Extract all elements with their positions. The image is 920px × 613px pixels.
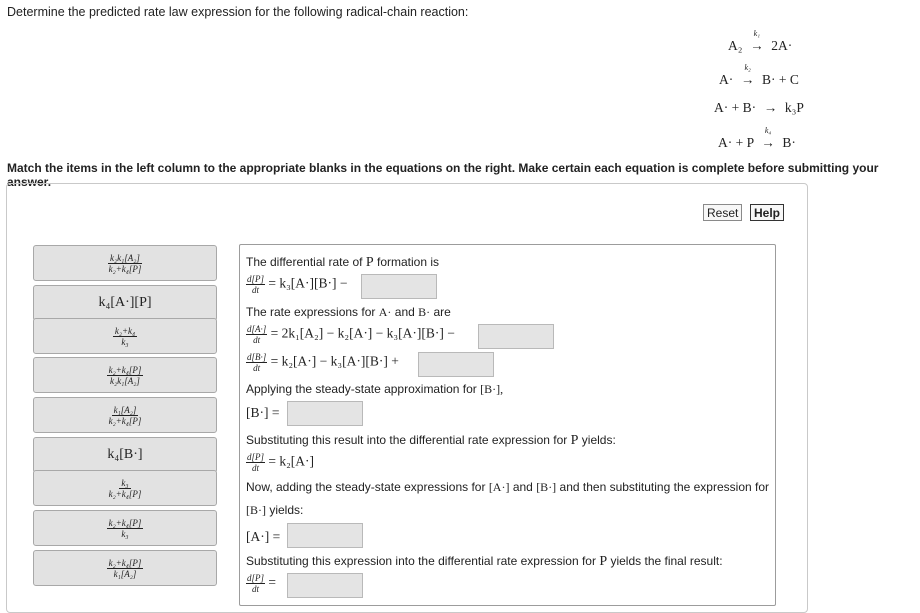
tile-5-num: k₁[A₂] bbox=[113, 404, 137, 415]
tile-5-den: k₂+k₄[P] bbox=[108, 415, 142, 426]
blank-6[interactable] bbox=[287, 573, 363, 598]
eq-7 bbox=[246, 573, 276, 594]
tile-3-num: k₂+k₄ bbox=[114, 325, 136, 336]
eq-2 bbox=[246, 324, 455, 345]
eq-line-5-s1: [A·] bbox=[488, 480, 510, 494]
tile-6[interactable] bbox=[33, 437, 217, 473]
reaction-2-rhs: B· + C bbox=[762, 72, 799, 87]
eq-line-1 bbox=[246, 255, 439, 271]
reaction-4-rhs: B· bbox=[782, 135, 796, 150]
tile-8-den: k₃ bbox=[121, 528, 129, 539]
eq-2-expr: = 2k₁[A₂] − k₂[A·] − k₃[A·][B·] − bbox=[270, 325, 455, 341]
eq-line-2-and: and bbox=[394, 305, 415, 319]
eq-line-6-post: yields: bbox=[269, 503, 304, 517]
eq-line-5-pre: Now, adding the steady-state expressions for bbox=[246, 480, 486, 494]
eq-3-den: dt bbox=[253, 363, 261, 373]
eq-line-6-sym: [B·] bbox=[246, 503, 266, 517]
eq-3 bbox=[246, 352, 399, 373]
eq-line-3-pre: Applying the steady-state approximation for bbox=[246, 382, 477, 396]
eq-2-den: dt bbox=[253, 335, 261, 345]
eq-line-7-post: yields the final result: bbox=[610, 554, 723, 568]
reaction-2: A· k₂ → B· + C bbox=[719, 63, 799, 87]
tile-7-den: k₂+k₄[P] bbox=[108, 488, 142, 499]
eq-line-7-pre: Substituting this expression into the differential rate expression for bbox=[246, 554, 596, 568]
reaction-4: A· + P k₄ → B· bbox=[718, 126, 796, 150]
eq-line-7 bbox=[246, 554, 723, 570]
reaction-1-k: k₁ bbox=[753, 29, 761, 38]
tile-4-num: k₂+k₄[P] bbox=[108, 364, 142, 375]
eq-7-num: d[P] bbox=[247, 573, 265, 583]
eq-1 bbox=[246, 274, 348, 295]
tile-3-den: k₃ bbox=[121, 336, 129, 347]
tile-2-text: k₄[A·][P] bbox=[98, 295, 152, 310]
eq-line-2 bbox=[246, 305, 451, 320]
eq-line-2-s2: B· bbox=[418, 305, 431, 319]
eq-line-2-s1: A· bbox=[378, 305, 392, 319]
reset-button[interactable]: Reset bbox=[703, 204, 742, 221]
tile-7[interactable] bbox=[33, 470, 217, 506]
blank-5[interactable] bbox=[287, 523, 363, 548]
tile-1[interactable] bbox=[33, 245, 217, 281]
eq-7-expr: = bbox=[268, 574, 276, 590]
blank-4[interactable] bbox=[287, 401, 363, 426]
eq-line-5-post: and then substituting the expression for bbox=[559, 480, 769, 494]
reaction-1-rhs: 2A· bbox=[771, 38, 793, 53]
eq-line-7-sym: P bbox=[599, 554, 608, 569]
tile-5[interactable] bbox=[33, 397, 217, 433]
tile-4-den: k₂k₁[A₂] bbox=[110, 375, 140, 386]
eq-line-2-pre: The rate expressions for bbox=[246, 305, 376, 319]
eq-5-expr: = k₂[A·] bbox=[268, 453, 315, 469]
eq-line-1-sym: P bbox=[365, 255, 374, 270]
eq-line-3 bbox=[246, 382, 503, 397]
tile-9-den: k₁[A₂] bbox=[113, 568, 137, 579]
question-text: Determine the predicted rate law expression for the following radical-chain reaction: bbox=[7, 5, 469, 19]
eq-line-2-post: are bbox=[433, 305, 451, 319]
reaction-1-lhs: A₂ bbox=[728, 38, 743, 53]
eq-4 bbox=[246, 405, 279, 421]
blank-2[interactable] bbox=[478, 324, 554, 349]
eq-line-4-post: yields: bbox=[581, 433, 616, 447]
eq-line-4-sym: P bbox=[570, 433, 579, 448]
eq-line-5-s2: [B·] bbox=[536, 480, 557, 494]
tile-3[interactable] bbox=[33, 318, 217, 354]
reaction-4-lhs: A· + P bbox=[718, 135, 754, 150]
eq-7-den: dt bbox=[252, 584, 260, 594]
eq-line-1-post: formation is bbox=[377, 255, 440, 269]
tile-9[interactable] bbox=[33, 550, 217, 586]
eq-line-6 bbox=[246, 503, 303, 518]
eq-4-expr: [B·] = bbox=[246, 405, 280, 420]
eq-1-num: d[P] bbox=[247, 274, 265, 284]
tile-1-den: k₂+k₄[P] bbox=[108, 263, 142, 274]
reaction-4-k: k₄ bbox=[764, 126, 772, 135]
eq-1-expr: = k₃[A·][B·] − bbox=[268, 275, 348, 291]
eq-line-3-sym: [B·], bbox=[480, 382, 504, 396]
eq-1-den: dt bbox=[252, 285, 260, 295]
reaction-1: A₂ k₁ → 2A· bbox=[728, 29, 793, 53]
tile-9-num: k₂+k₄[P] bbox=[108, 557, 142, 568]
eq-3-expr: = k₂[A·] − k₃[A·][B·] + bbox=[270, 353, 399, 369]
eq-line-4-pre: Substituting this result into the differential rate expression for bbox=[246, 433, 568, 447]
eq-6 bbox=[246, 529, 280, 545]
tile-7-num: k₃ bbox=[121, 477, 129, 488]
tile-1-num: k₂k₁[A₂] bbox=[110, 252, 140, 263]
eq-5 bbox=[246, 452, 314, 473]
instructions: Match the items in the left column to the appropriate blanks in the equations on the right. Make certain each equation is complete before submitting your answer. bbox=[7, 161, 879, 189]
eq-5-den: dt bbox=[252, 463, 260, 473]
blank-3[interactable] bbox=[418, 352, 494, 377]
reaction-3-lhs: A· + B· bbox=[714, 100, 757, 115]
blank-1[interactable] bbox=[361, 274, 437, 299]
eq-2-num: d[A·] bbox=[247, 324, 267, 334]
eq-line-5 bbox=[246, 480, 769, 495]
tile-8[interactable] bbox=[33, 510, 217, 546]
eq-line-1-pre: The differential rate of bbox=[246, 255, 363, 269]
eq-6-expr: [A·] = bbox=[246, 529, 281, 544]
reaction-2-lhs: A· bbox=[719, 72, 734, 87]
tile-2[interactable] bbox=[33, 285, 217, 321]
eq-line-5-and: and bbox=[512, 480, 533, 494]
reaction-3-rhs: k₃P bbox=[784, 100, 804, 115]
tile-4[interactable] bbox=[33, 357, 217, 393]
tile-6-text: k₄[B·] bbox=[107, 447, 143, 462]
help-button[interactable]: Help bbox=[750, 204, 784, 221]
eq-line-4 bbox=[246, 433, 616, 449]
tile-8-num: k₂+k₄[P] bbox=[108, 517, 142, 528]
reaction-2-k: k₂ bbox=[744, 63, 751, 72]
eq-5-num: d[P] bbox=[247, 452, 265, 462]
reaction-3: A· + B· → k₃P bbox=[714, 100, 804, 115]
eq-3-num: d[B·] bbox=[247, 352, 267, 362]
